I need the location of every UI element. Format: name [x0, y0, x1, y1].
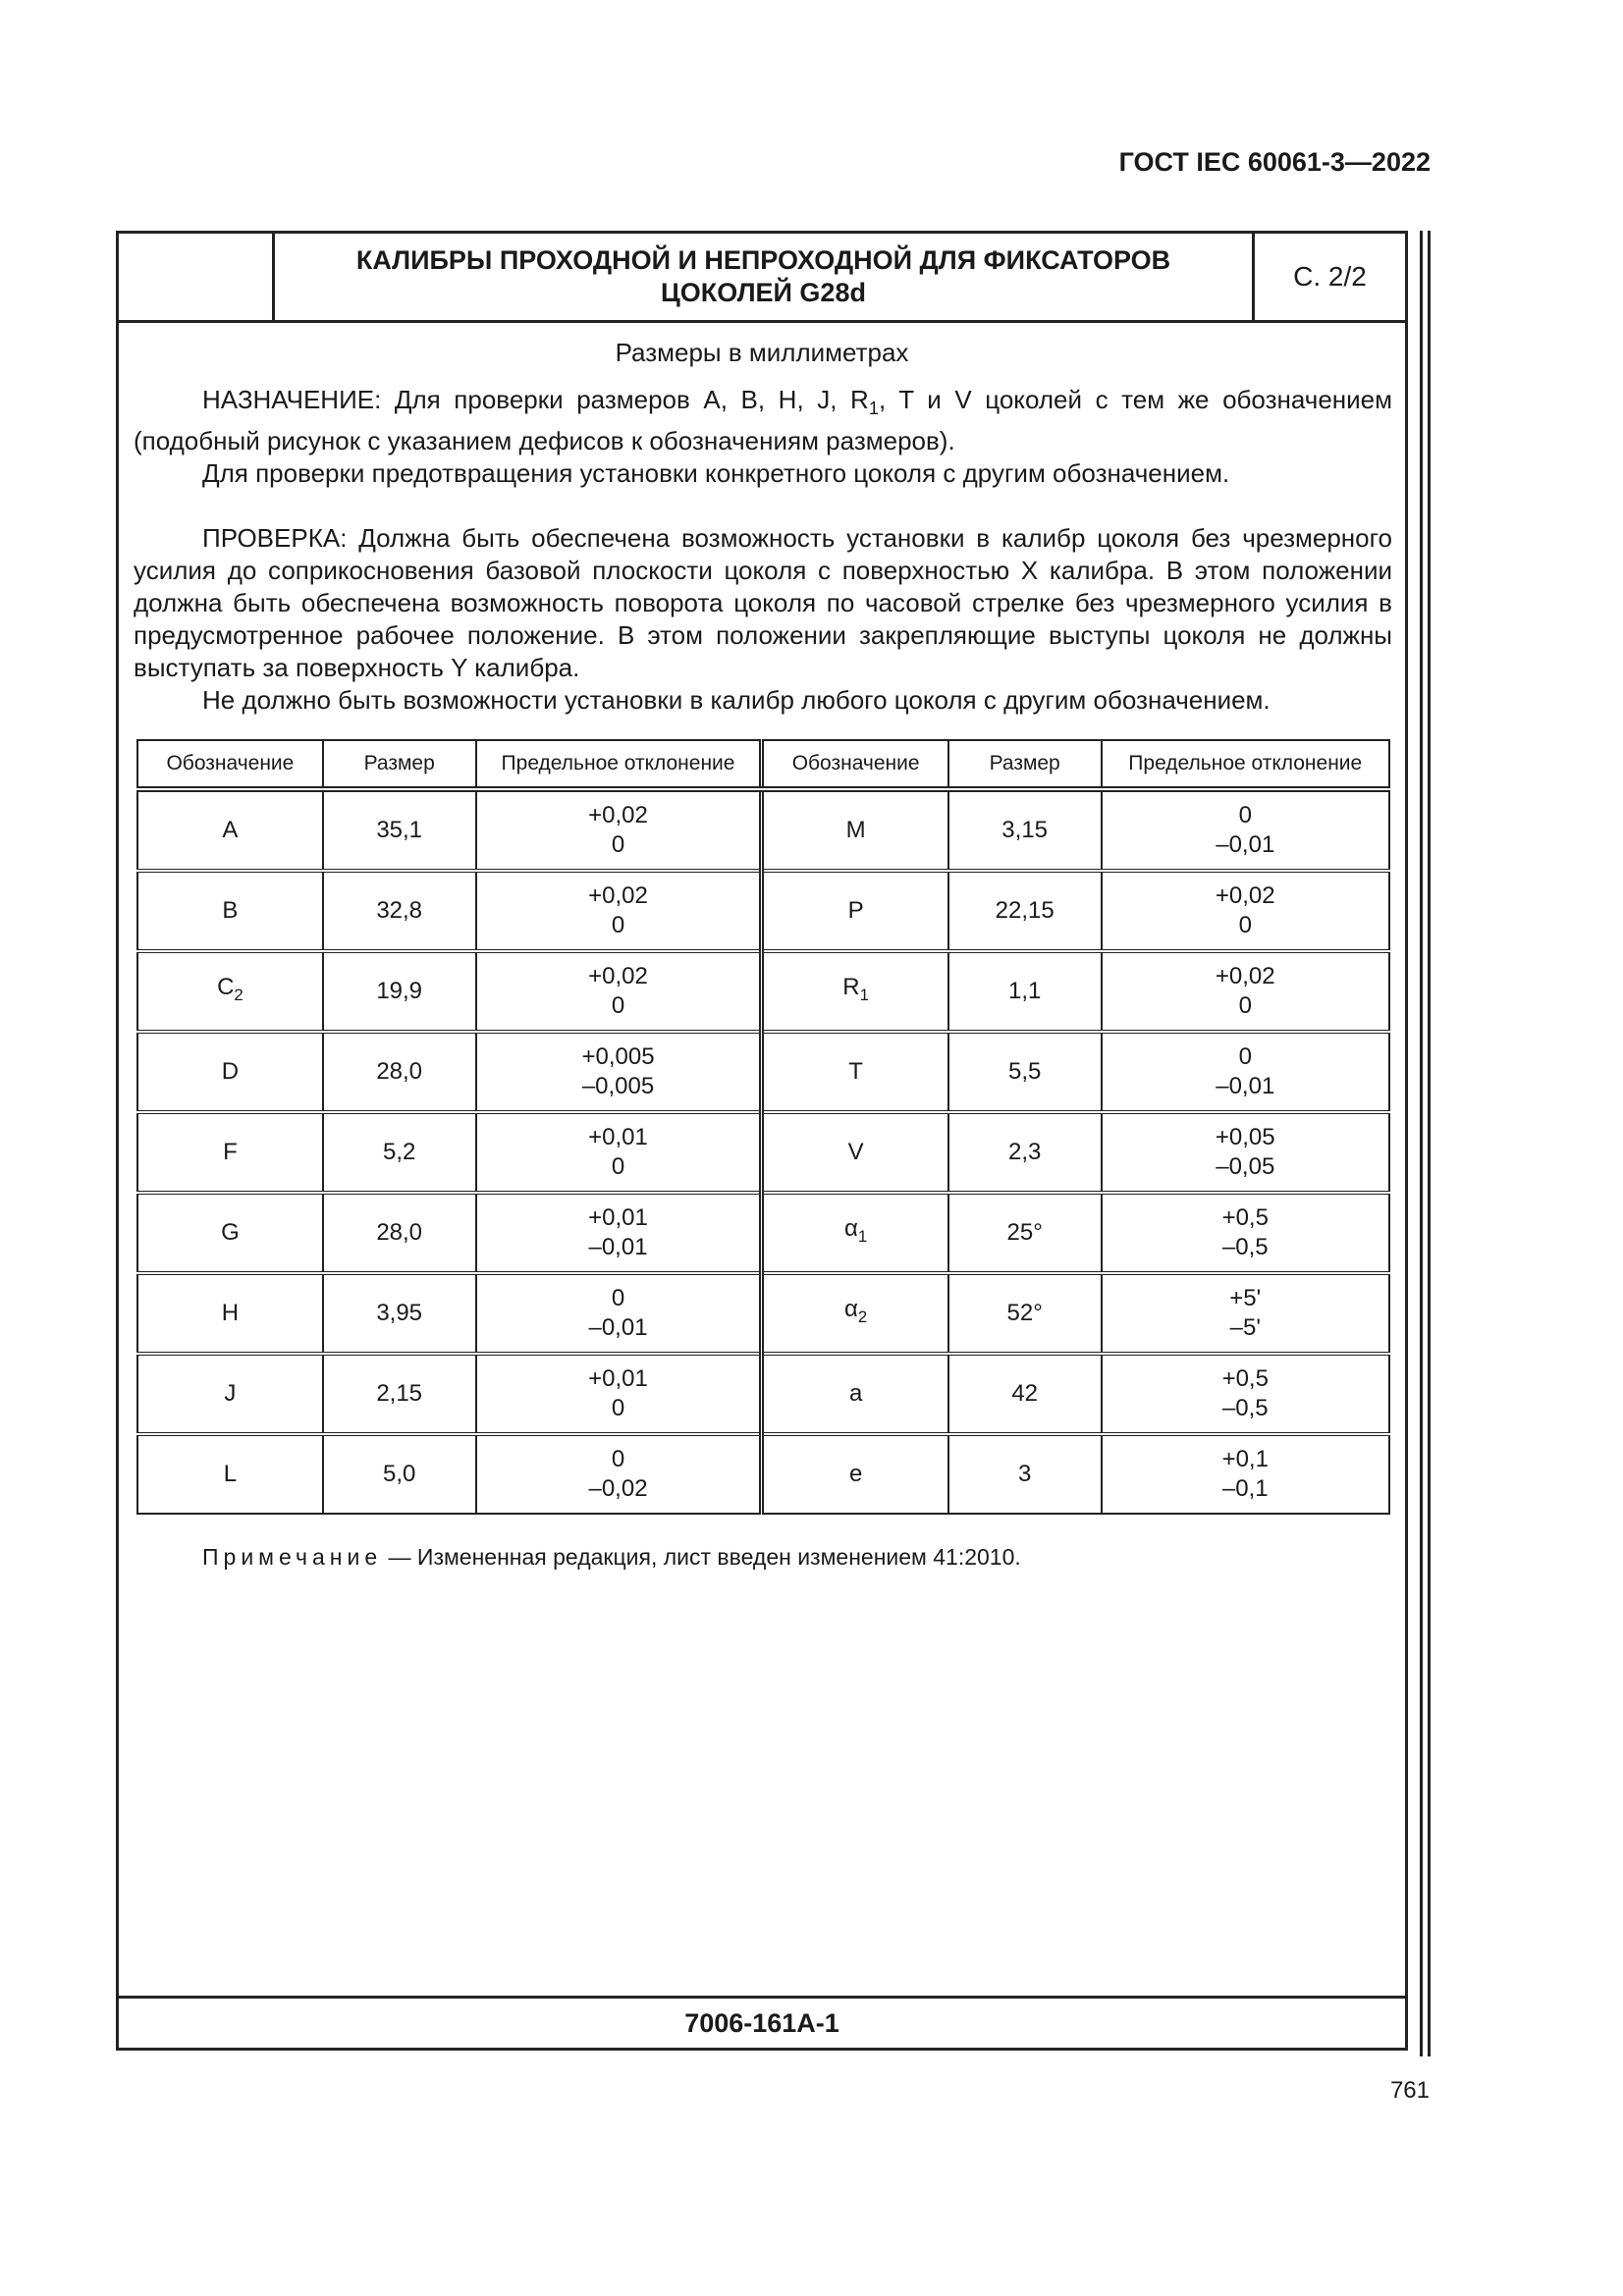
sheet-number: С. 2/2 [1252, 234, 1405, 320]
size-cell: 2,15 [323, 1354, 476, 1434]
lower-deviation: –0,5 [1221, 1234, 1269, 1260]
designation-cell [762, 1193, 948, 1273]
designation-letter: F [223, 1139, 238, 1165]
upper-deviation: +0,005 [581, 1043, 655, 1070]
lower-deviation: –0,01 [1216, 831, 1275, 858]
note [202, 1544, 1021, 1571]
lower-deviation: –0,1 [1221, 1475, 1269, 1502]
purpose-paragraph [134, 384, 1392, 457]
lower-deviation: 0 [1238, 912, 1252, 938]
col-header-tolerance: Предельное отклонение [476, 740, 762, 789]
designation-letter: A [222, 817, 239, 843]
designation-cell [137, 1112, 323, 1193]
designation-letter: C [217, 974, 235, 1001]
upper-deviation: +0,01 [588, 1365, 648, 1392]
designation-cell [137, 871, 323, 951]
designation-subscript: 2 [857, 1307, 868, 1326]
designation-letter: B [222, 897, 239, 924]
check-paragraph-2: Не должно быть возможности установки в калибр любого цоколя с другим обозначением. [202, 685, 1271, 716]
purpose-text-a: НАЗНАЧЕНИЕ: Для проверки размеров A, B, H, J, R [202, 385, 869, 414]
col-header-designation-2: Обозначение [762, 740, 948, 789]
size-cell: 1,1 [948, 951, 1102, 1032]
upper-deviation: 0 [1238, 802, 1252, 828]
upper-deviation: 0 [611, 1285, 625, 1311]
tolerance-cell [1102, 951, 1389, 1032]
tolerance-cell [476, 1112, 762, 1193]
designation-letter: L [223, 1461, 238, 1487]
designation-subscript: 1 [859, 985, 869, 1004]
lower-deviation: –0,01 [588, 1234, 648, 1260]
lower-deviation: –0,01 [1216, 1073, 1275, 1099]
lower-deviation: –5' [1229, 1314, 1261, 1341]
upper-deviation: +0,05 [1215, 1124, 1275, 1150]
designation-letter: P [847, 897, 864, 924]
table-row [137, 1273, 1389, 1354]
tolerance-cell [476, 1032, 762, 1112]
table-header-row [137, 740, 1389, 789]
size-cell: 3 [948, 1434, 1102, 1514]
tolerance-cell [1102, 1434, 1389, 1514]
lower-deviation: –0,05 [1216, 1153, 1275, 1180]
designation-cell [762, 871, 948, 951]
designation-letter: D [221, 1058, 240, 1085]
designation-cell [137, 1273, 323, 1354]
size-cell: 42 [948, 1354, 1102, 1434]
purpose-paragraph-2: Для проверки предотвращения установки конкретного цоколя с другим обозначением. [202, 458, 1230, 489]
size-cell: 5,5 [948, 1032, 1102, 1112]
lower-deviation: –0,5 [1221, 1395, 1269, 1421]
tolerance-cell [1102, 1032, 1389, 1112]
size-cell: 32,8 [323, 871, 476, 951]
upper-deviation: +0,01 [588, 1204, 648, 1231]
designation-cell [762, 951, 948, 1032]
size-cell: 28,0 [323, 1193, 476, 1273]
tolerance-cell [476, 1193, 762, 1273]
table-row [137, 951, 1389, 1032]
designation-letter: V [847, 1139, 864, 1165]
tolerance-cell [476, 1273, 762, 1354]
size-cell: 52° [948, 1273, 1102, 1354]
tolerance-cell [476, 951, 762, 1032]
sheet-title [275, 234, 1252, 320]
table-row [137, 1354, 1389, 1434]
size-cell: 5,0 [323, 1434, 476, 1514]
purpose-section [134, 384, 1392, 717]
designation-cell [762, 1273, 948, 1354]
margin-rule-2 [1428, 231, 1431, 2056]
designation-letter: G [221, 1219, 240, 1246]
note-label: Примечание [202, 1544, 383, 1570]
size-cell: 19,9 [323, 951, 476, 1032]
upper-deviation: +0,02 [588, 882, 648, 909]
col-header-size: Размер [323, 740, 476, 789]
designation-cell [137, 789, 323, 871]
size-cell: 25° [948, 1193, 1102, 1273]
size-cell: 3,15 [948, 789, 1102, 871]
designation-subscript: 2 [234, 985, 243, 1004]
margin-rule-1 [1420, 231, 1423, 2056]
title-block [119, 234, 1405, 323]
table-row [137, 1112, 1389, 1193]
lower-deviation: 0 [611, 831, 625, 858]
designation-letter: H [221, 1300, 240, 1326]
tolerance-cell [1102, 1273, 1389, 1354]
upper-deviation: +0,02 [588, 963, 648, 989]
upper-deviation: +0,1 [1221, 1446, 1269, 1472]
table-row [137, 1032, 1389, 1112]
upper-deviation: +0,5 [1221, 1204, 1269, 1231]
table-row [137, 1193, 1389, 1273]
tolerance-cell [1102, 1112, 1389, 1193]
units-note: Размеры в миллиметрах [615, 338, 909, 367]
sheet-title-line2: ЦОКОЛЕЙ G28d [661, 278, 866, 307]
tolerance-cell [1102, 871, 1389, 951]
check-paragraph: ПРОВЕРКА: Должна быть обеспечена возможность установки в калибр цоколя без чрезмерного усилия до соприкосновения базовой плоскости цоколя с поверхностью X калибра. В этом положении должна быть обеспечена возможность поворота цоколя по часовой стрелке без чрезмерного усилия в предусмотренное рабочее положение. В этом положении закрепляющие выступы цоколя не должны выступать за поверхность Y калибра. [134, 523, 1392, 683]
table-row [137, 871, 1389, 951]
page-number: 761 [1389, 2077, 1430, 2104]
designation-cell [137, 1434, 323, 1514]
tolerance-cell [1102, 1193, 1389, 1273]
table-row [137, 789, 1389, 871]
designation-letter: α [844, 1215, 858, 1243]
sheet-frame [116, 231, 1408, 2051]
lower-deviation: 0 [611, 992, 625, 1019]
tolerance-cell [1102, 1354, 1389, 1434]
tolerance-cell [1102, 789, 1389, 871]
designation-cell [137, 1032, 323, 1112]
upper-deviation: +0,01 [588, 1124, 648, 1150]
upper-deviation: 0 [1238, 1043, 1252, 1070]
sheet-title-line1: КАЛИБРЫ ПРОХОДНОЙ И НЕПРОХОДНОЙ ДЛЯ ФИКСАТОРОВ [355, 245, 1171, 275]
designation-subscript: 1 [857, 1226, 868, 1246]
lower-deviation: –0,005 [581, 1073, 655, 1099]
upper-deviation: +0,5 [1221, 1365, 1269, 1392]
upper-deviation: +0,02 [588, 802, 648, 828]
designation-letter: J [224, 1380, 237, 1407]
purpose-subscript: 1 [868, 399, 879, 419]
designation-cell [762, 1112, 948, 1193]
designation-cell [137, 1193, 323, 1273]
size-cell: 28,0 [323, 1032, 476, 1112]
lower-deviation: –0,02 [588, 1475, 648, 1502]
tolerance-cell [476, 789, 762, 871]
col-header-designation: Обозначение [137, 740, 323, 789]
tolerance-cell [476, 871, 762, 951]
upper-deviation: 0 [611, 1446, 625, 1472]
col-header-tolerance-2: Предельное отклонение [1102, 740, 1389, 789]
designation-letter: T [848, 1058, 863, 1085]
designation-letter: R [842, 974, 860, 1001]
dimensions-table [136, 739, 1390, 1515]
designation-letter: α [844, 1296, 858, 1323]
tolerance-cell [476, 1354, 762, 1434]
upper-deviation: +5' [1229, 1285, 1262, 1311]
size-cell: 35,1 [323, 789, 476, 871]
size-cell: 3,95 [323, 1273, 476, 1354]
sheet-code: 7006-161A-1 [119, 1996, 1405, 2048]
designation-cell [762, 1434, 948, 1514]
lower-deviation: –0,01 [588, 1314, 648, 1341]
tolerance-cell [476, 1434, 762, 1514]
designation-cell [762, 1354, 948, 1434]
title-block-empty-cell [119, 234, 275, 320]
designation-letter: M [845, 817, 866, 843]
standard-designation: ГОСТ IEC 60061-3—2022 [1118, 147, 1431, 177]
lower-deviation: 0 [1238, 992, 1252, 1019]
lower-deviation: 0 [611, 912, 625, 938]
upper-deviation: +0,02 [1215, 882, 1275, 909]
col-header-size-2: Размер [948, 740, 1102, 789]
table-row [137, 1434, 1389, 1514]
upper-deviation: +0,02 [1215, 963, 1275, 989]
designation-cell [137, 951, 323, 1032]
designation-cell [762, 1032, 948, 1112]
size-cell: 5,2 [323, 1112, 476, 1193]
designation-cell [762, 789, 948, 871]
lower-deviation: 0 [611, 1395, 625, 1421]
designation-letter: a [848, 1380, 863, 1407]
note-text: — Измененная редакция, лист введен изменением 41:2010. [382, 1544, 1021, 1570]
purpose-text-b: , T и V цоколей с тем же обозначением (подобный рисунок с указанием дефисов к обозначениям размеров). [134, 385, 1392, 456]
designation-cell [137, 1354, 323, 1434]
designation-letter: e [848, 1461, 863, 1487]
lower-deviation: 0 [611, 1153, 625, 1180]
size-cell: 22,15 [948, 871, 1102, 951]
size-cell: 2,3 [948, 1112, 1102, 1193]
